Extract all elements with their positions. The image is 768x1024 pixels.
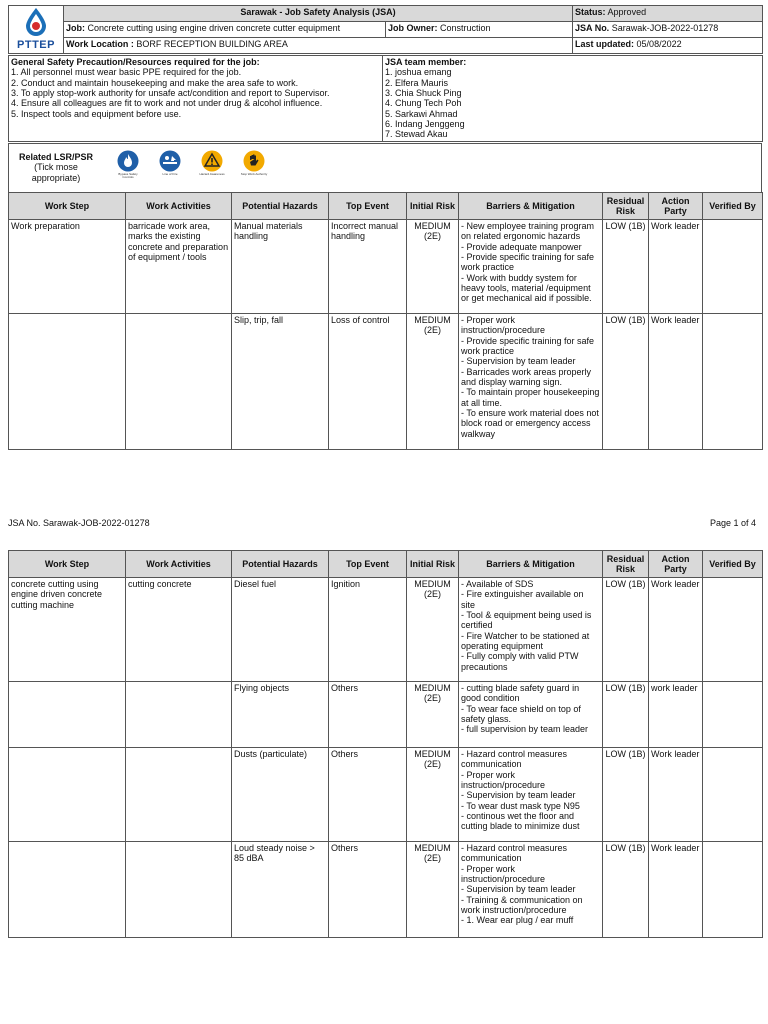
precaution-item: 3. To apply stop-work authority for unsafe act/condition and report to Supervisor.: [11, 88, 330, 99]
initial-risk-cell: MEDIUM (2E): [407, 220, 459, 314]
barrier-item: - Provide specific training for safe work practice: [461, 252, 595, 273]
team-member: 4. Chung Tech Poh: [385, 98, 462, 109]
barrier-item: - Proper work instruction/procedure: [461, 315, 546, 336]
verified-by-cell: [703, 314, 763, 450]
residual-risk-cell: LOW (1B): [603, 314, 649, 450]
hazard-cell: Loud steady noise > 85 dBA: [232, 842, 329, 938]
barriers-cell: [459, 682, 603, 748]
work-location-field: [64, 38, 573, 54]
top-event-cell: Others: [329, 842, 407, 938]
initial-risk-cell: MEDIUM (2E): [407, 682, 459, 748]
precaution-item: 5. Inspect tools and equipment before use.: [11, 108, 182, 119]
related-lsr-psr: [8, 143, 762, 192]
barriers-cell: [459, 314, 603, 450]
lsr-stop-caption: Stop Work Authority: [240, 172, 268, 176]
work-activity-cell: [126, 842, 232, 938]
residual-risk-cell: LOW (1B): [603, 682, 649, 748]
team-member: 6. Indang Jenggeng: [385, 119, 465, 130]
column-header: Potential Hazards: [232, 551, 329, 578]
hazard-cell: Manual materials handling: [232, 220, 329, 314]
last-updated-label: Last updated:: [575, 39, 635, 49]
team-member: 1. joshua emang: [385, 67, 452, 78]
barrier-item: - Proper work instruction/procedure: [461, 769, 546, 791]
residual-risk-cell: LOW (1B): [603, 578, 649, 682]
lsr-fire-caption: Bypass Safety Controls: [118, 172, 138, 180]
barrier-item: - continous wet the floor and cutting blade to minimize dust: [461, 811, 580, 832]
initial-risk-cell: MEDIUM (2E): [407, 842, 459, 938]
action-party-cell: Work leader: [649, 314, 703, 450]
lsr-stop-work[interactable]: [239, 150, 269, 180]
verified-by-cell: [703, 682, 763, 748]
last-updated-value: 05/08/2022: [636, 39, 682, 49]
jsa-no-field: [573, 22, 763, 38]
work-activity-cell: [126, 682, 232, 748]
barrier-item: - New employee training program on related ergonomic hazards: [461, 221, 595, 242]
footer-jsa-no: JSA No. Sarawak-JOB-2022-01278: [8, 518, 150, 528]
jsa-header-table: [8, 5, 763, 54]
job-owner-field: [386, 22, 573, 38]
initial-risk-cell: MEDIUM (2E): [407, 748, 459, 842]
residual-risk-cell: LOW (1B): [603, 220, 649, 314]
column-header: Work Activities: [126, 551, 232, 578]
verified-by-cell: [703, 748, 763, 842]
column-header: Action Party: [649, 193, 703, 220]
job-field: [64, 22, 386, 38]
column-header: Work Step: [9, 551, 126, 578]
lsr-hazard[interactable]: [197, 150, 227, 180]
job-owner-value: Construction: [440, 23, 491, 33]
table-row: [9, 842, 763, 938]
jsa-team: [383, 56, 763, 142]
job-value: Concrete cutting using engine driven concrete cutter equipment: [87, 23, 341, 33]
work-activity-cell: [126, 748, 232, 842]
column-header: Initial Risk: [407, 551, 459, 578]
barrier-item: - Provide specific training for safe work practice: [461, 335, 595, 357]
column-header: Top Event: [329, 551, 407, 578]
work-step-cell: [9, 682, 126, 748]
barrier-item: - Provide adequate manpower: [461, 241, 582, 252]
table-row: [9, 578, 763, 682]
work-activity-cell: barricade work area, marks the existing concrete and preparation of equipment / tools: [126, 220, 232, 314]
company-logo: [9, 6, 64, 54]
barrier-item: - Supervision by team leader: [461, 356, 576, 367]
column-header: Verified By: [703, 551, 763, 578]
line-of-fire-icon: [159, 150, 181, 172]
precautions-list: [11, 67, 380, 119]
related-sub1: (Tick mose: [34, 162, 78, 173]
column-header: Work Step: [9, 193, 126, 220]
work-step-cell: [9, 748, 126, 842]
barrier-item: - To wear face shield on top of safety glass.: [461, 703, 581, 725]
column-header: Residual Risk: [603, 193, 649, 220]
residual-risk-cell: LOW (1B): [603, 748, 649, 842]
team-list: [385, 67, 760, 139]
column-header: Work Activities: [126, 193, 232, 220]
hazard-cell: Diesel fuel: [232, 578, 329, 682]
barriers-cell: [459, 748, 603, 842]
precautions-table: [8, 55, 763, 142]
action-party-cell: Work leader: [649, 578, 703, 682]
top-event-cell: Incorrect manual handling: [329, 220, 407, 314]
barrier-item: - Tool & equipment being used is certified: [461, 610, 592, 631]
precaution-item: 2. Conduct and maintain housekeeping and make the area safe to work.: [11, 77, 299, 88]
team-member: 2. Elfera Mauris: [385, 77, 449, 88]
barrier-item: - Barricades work areas properly and display warning sign.: [461, 366, 592, 388]
status-label: Status:: [575, 7, 606, 17]
table-row: [9, 748, 763, 842]
table-row: [9, 314, 763, 450]
barrier-item: - Training & communication on work instruction/procedure: [461, 894, 583, 916]
work-location-value: BORF RECEPTION BUILDING AREA: [136, 39, 288, 49]
work-location-label: Work Location :: [66, 39, 134, 49]
hazard-warning-icon: [201, 150, 223, 172]
barrier-item: - 1. Wear ear plug / ear muff: [461, 915, 574, 926]
barrier-item: - Hazard control measures communication: [461, 749, 568, 770]
barrier-item: - Fire Watcher to be stationed at operating equipment: [461, 630, 590, 652]
logo-text: PTTEP: [17, 39, 55, 52]
team-member: 3. Chia Shuck Ping: [385, 88, 462, 99]
action-party-cell: work leader: [649, 682, 703, 748]
last-updated-field: [573, 38, 763, 54]
precaution-item: 4. Ensure all colleagues are fit to work and not under drug & alcohol influence.: [11, 98, 323, 109]
job-owner-label: Job Owner:: [388, 23, 438, 33]
table-row: [9, 682, 763, 748]
jsa-no-label: JSA No.: [575, 23, 610, 33]
barrier-item: - To maintain proper housekeeping at all time.: [461, 387, 600, 408]
lsr-fire[interactable]: [113, 150, 143, 180]
lsr-line-caption: Line of Fire: [162, 172, 178, 176]
jsa-steps-table-1: [8, 192, 763, 450]
related-label: Related LSR/PSR: [18, 152, 94, 162]
team-member: 5. Sarkawi Ahmad: [385, 108, 458, 119]
lsr-line-of-fire[interactable]: [155, 150, 185, 180]
verified-by-cell: [703, 842, 763, 938]
work-step-cell: Work preparation: [9, 220, 126, 314]
column-header: Initial Risk: [407, 193, 459, 220]
stop-hand-icon: [243, 150, 265, 172]
barriers-cell: [459, 220, 603, 314]
barriers-cell: [459, 578, 603, 682]
work-step-cell: concrete cutting using engine driven concrete cutting machine: [9, 578, 126, 682]
initial-risk-cell: MEDIUM (2E): [407, 578, 459, 682]
column-header: Verified By: [703, 193, 763, 220]
fire-icon: [117, 150, 139, 172]
top-event-cell: Others: [329, 748, 407, 842]
precautions-title: General Safety Precaution/Resources required for the job:: [11, 57, 260, 67]
hazard-cell: Flying objects: [232, 682, 329, 748]
barrier-item: - To ensure work material does not block road or emergency access walkway: [461, 408, 599, 439]
page-title: Sarawak - Job Safety Analysis (JSA): [64, 6, 573, 22]
barrier-item: - Proper work instruction/procedure: [461, 863, 546, 885]
status-field: [573, 6, 763, 22]
verified-by-cell: [703, 578, 763, 682]
barrier-item: - Supervision by team leader: [461, 790, 576, 801]
team-title: JSA team member:: [385, 57, 467, 67]
top-event-cell: Ignition: [329, 578, 407, 682]
general-precautions: [9, 56, 383, 142]
barrier-item: - Work with buddy system for heavy tools, material /equipment or get mechanical aid if possible.: [461, 272, 592, 304]
footer-page-number: Page 1 of 4: [709, 518, 756, 528]
related-sub2: appropriate): [31, 172, 81, 183]
jsa-no-value: Sarawak-JOB-2022-01278: [611, 23, 719, 33]
work-step-cell: [9, 842, 126, 938]
lsr-hazard-caption: Hazard Awareness: [199, 172, 225, 176]
column-header: Action Party: [649, 551, 703, 578]
barrier-item: - Available of SDS: [461, 579, 534, 589]
column-header: Residual Risk: [603, 551, 649, 578]
status-value: Approved: [607, 7, 647, 17]
barrier-item: - To wear dust mask type N95: [461, 800, 580, 811]
work-step-cell: [9, 314, 126, 450]
precaution-item: 1. All personnel must wear basic PPE required for the job.: [11, 67, 242, 78]
work-activity-cell: [126, 314, 232, 450]
barrier-item: - cutting blade safety guard in good condition: [461, 683, 580, 704]
barrier-item: - Hazard control measures communication: [461, 843, 568, 864]
action-party-cell: Work leader: [649, 748, 703, 842]
column-header: Barriers & Mitigation: [459, 193, 603, 220]
pttep-drop-icon: [23, 7, 49, 37]
action-party-cell: Work leader: [649, 220, 703, 314]
team-member: 7. Stewad Akau: [385, 129, 448, 140]
hazard-cell: Dusts (particulate): [232, 748, 329, 842]
column-header: Top Event: [329, 193, 407, 220]
barriers-cell: [459, 842, 603, 938]
work-activity-cell: cutting concrete: [126, 578, 232, 682]
jsa-steps-table-2: [8, 550, 763, 938]
verified-by-cell: [703, 220, 763, 314]
table-row: [9, 220, 763, 314]
related-label-block: [13, 152, 99, 183]
barrier-item: - Supervision by team leader: [461, 884, 576, 895]
job-label: Job:: [66, 23, 85, 33]
top-event-cell: Loss of control: [329, 314, 407, 450]
residual-risk-cell: LOW (1B): [603, 842, 649, 938]
lsr-icons: [113, 150, 269, 180]
column-header: Barriers & Mitigation: [459, 551, 603, 578]
barrier-item: - Fire extinguisher available on site: [461, 589, 584, 610]
barrier-item: - Fully comply with valid PTW precautions: [461, 651, 579, 672]
initial-risk-cell: MEDIUM (2E): [407, 314, 459, 450]
hazard-cell: Slip, trip, fall: [232, 314, 329, 450]
column-header: Potential Hazards: [232, 193, 329, 220]
barrier-item: - full supervision by team leader: [461, 724, 589, 735]
top-event-cell: Others: [329, 682, 407, 748]
action-party-cell: Work leader: [649, 842, 703, 938]
